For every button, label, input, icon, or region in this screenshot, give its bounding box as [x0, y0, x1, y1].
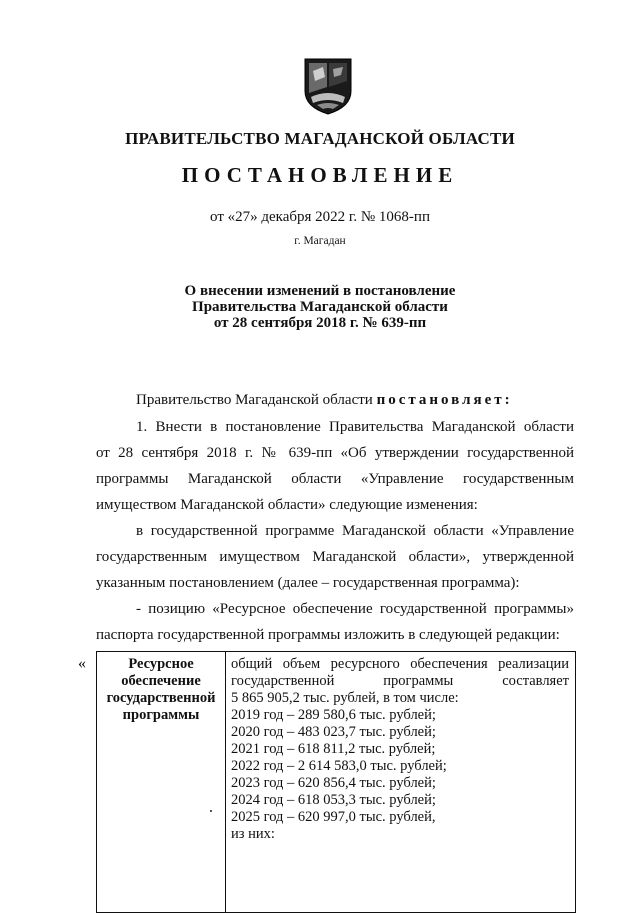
scan-speck — [210, 810, 212, 812]
label-line: Ресурсное — [128, 656, 194, 672]
document-type-heading: ПОСТАНОВЛЕНИЕ — [181, 163, 459, 187]
resource-table-text-line: 5 865 905,2 тыс. рублей, в том числе: — [231, 690, 459, 706]
subject-line: Правительства Магаданской области — [192, 299, 448, 315]
resource-table-text-line: из них: — [231, 826, 275, 842]
resource-table-text-line: 2023 год – 620 856,4 тыс. рублей; — [231, 775, 436, 791]
paragraph-line: указанным постановлением (далее – государственная программа): — [96, 575, 520, 591]
paragraph-line: - позицию «Ресурсное обеспечение государственной программы» — [136, 601, 574, 617]
opening-quote-mark: « — [78, 655, 86, 672]
paragraph-line: 1. Внести в постановление Правительства Магаданской области — [136, 419, 574, 435]
label-line: программы — [122, 707, 200, 723]
paragraph-line: от 28 сентября 2018 г. № 639-пп «Об утверждении государственной — [96, 445, 574, 461]
coat-of-arms-emblem — [303, 57, 353, 115]
resource-table-label — [97, 656, 225, 724]
decree-intro-lead: Правительство Магаданской области — [136, 392, 377, 408]
resource-table-text-line: 2022 год – 2 614 583,0 тыс. рублей; — [231, 758, 447, 774]
resource-table-text-line: 2024 год – 618 053,3 тыс. рублей; — [231, 792, 436, 808]
paragraph-line: имуществом Магаданской области» следующие изменения: — [96, 497, 478, 513]
label-line: обеспечение — [121, 673, 201, 689]
document-date-number: от «27» декабря 2022 г. № 1068-пп — [210, 209, 430, 225]
decree-intro — [136, 391, 513, 409]
paragraph-line: паспорта государственной программы изложить в следующей редакции: — [96, 627, 560, 643]
resource-table-text-line: 2019 год – 289 580,6 тыс. рублей; — [231, 707, 436, 723]
subject-line: О внесении изменений в постановление — [184, 283, 456, 299]
paragraph-line: в государственной программе Магаданской области «Управление — [136, 523, 574, 539]
resource-table-text-line: 2025 год – 620 997,0 тыс. рублей, — [231, 809, 436, 825]
government-title: ПРАВИТЕЛЬСТВО МАГАДАНСКОЙ ОБЛАСТИ — [125, 129, 515, 148]
resource-table-text-line: государственной программы составляет — [231, 673, 569, 689]
paragraph-line: государственным имуществом Магаданской области», утвержденной — [96, 549, 574, 565]
document-city: г. Магадан — [294, 235, 346, 247]
decree-verb: постановляет: — [376, 392, 513, 408]
table-column-divider — [225, 651, 226, 913]
subject-line: от 28 сентября 2018 г. № 639-пп — [213, 315, 427, 331]
resource-table-text-line: 2021 год – 618 811,2 тыс. рублей; — [231, 741, 436, 757]
paragraph-line: программы Магаданской области «Управление государственным — [96, 471, 574, 487]
label-line: государственной — [106, 690, 216, 706]
resource-table-text-line: общий объем ресурсного обеспечения реализации — [231, 656, 569, 672]
resource-table-text-line: 2020 год – 483 023,7 тыс. рублей; — [231, 724, 436, 740]
